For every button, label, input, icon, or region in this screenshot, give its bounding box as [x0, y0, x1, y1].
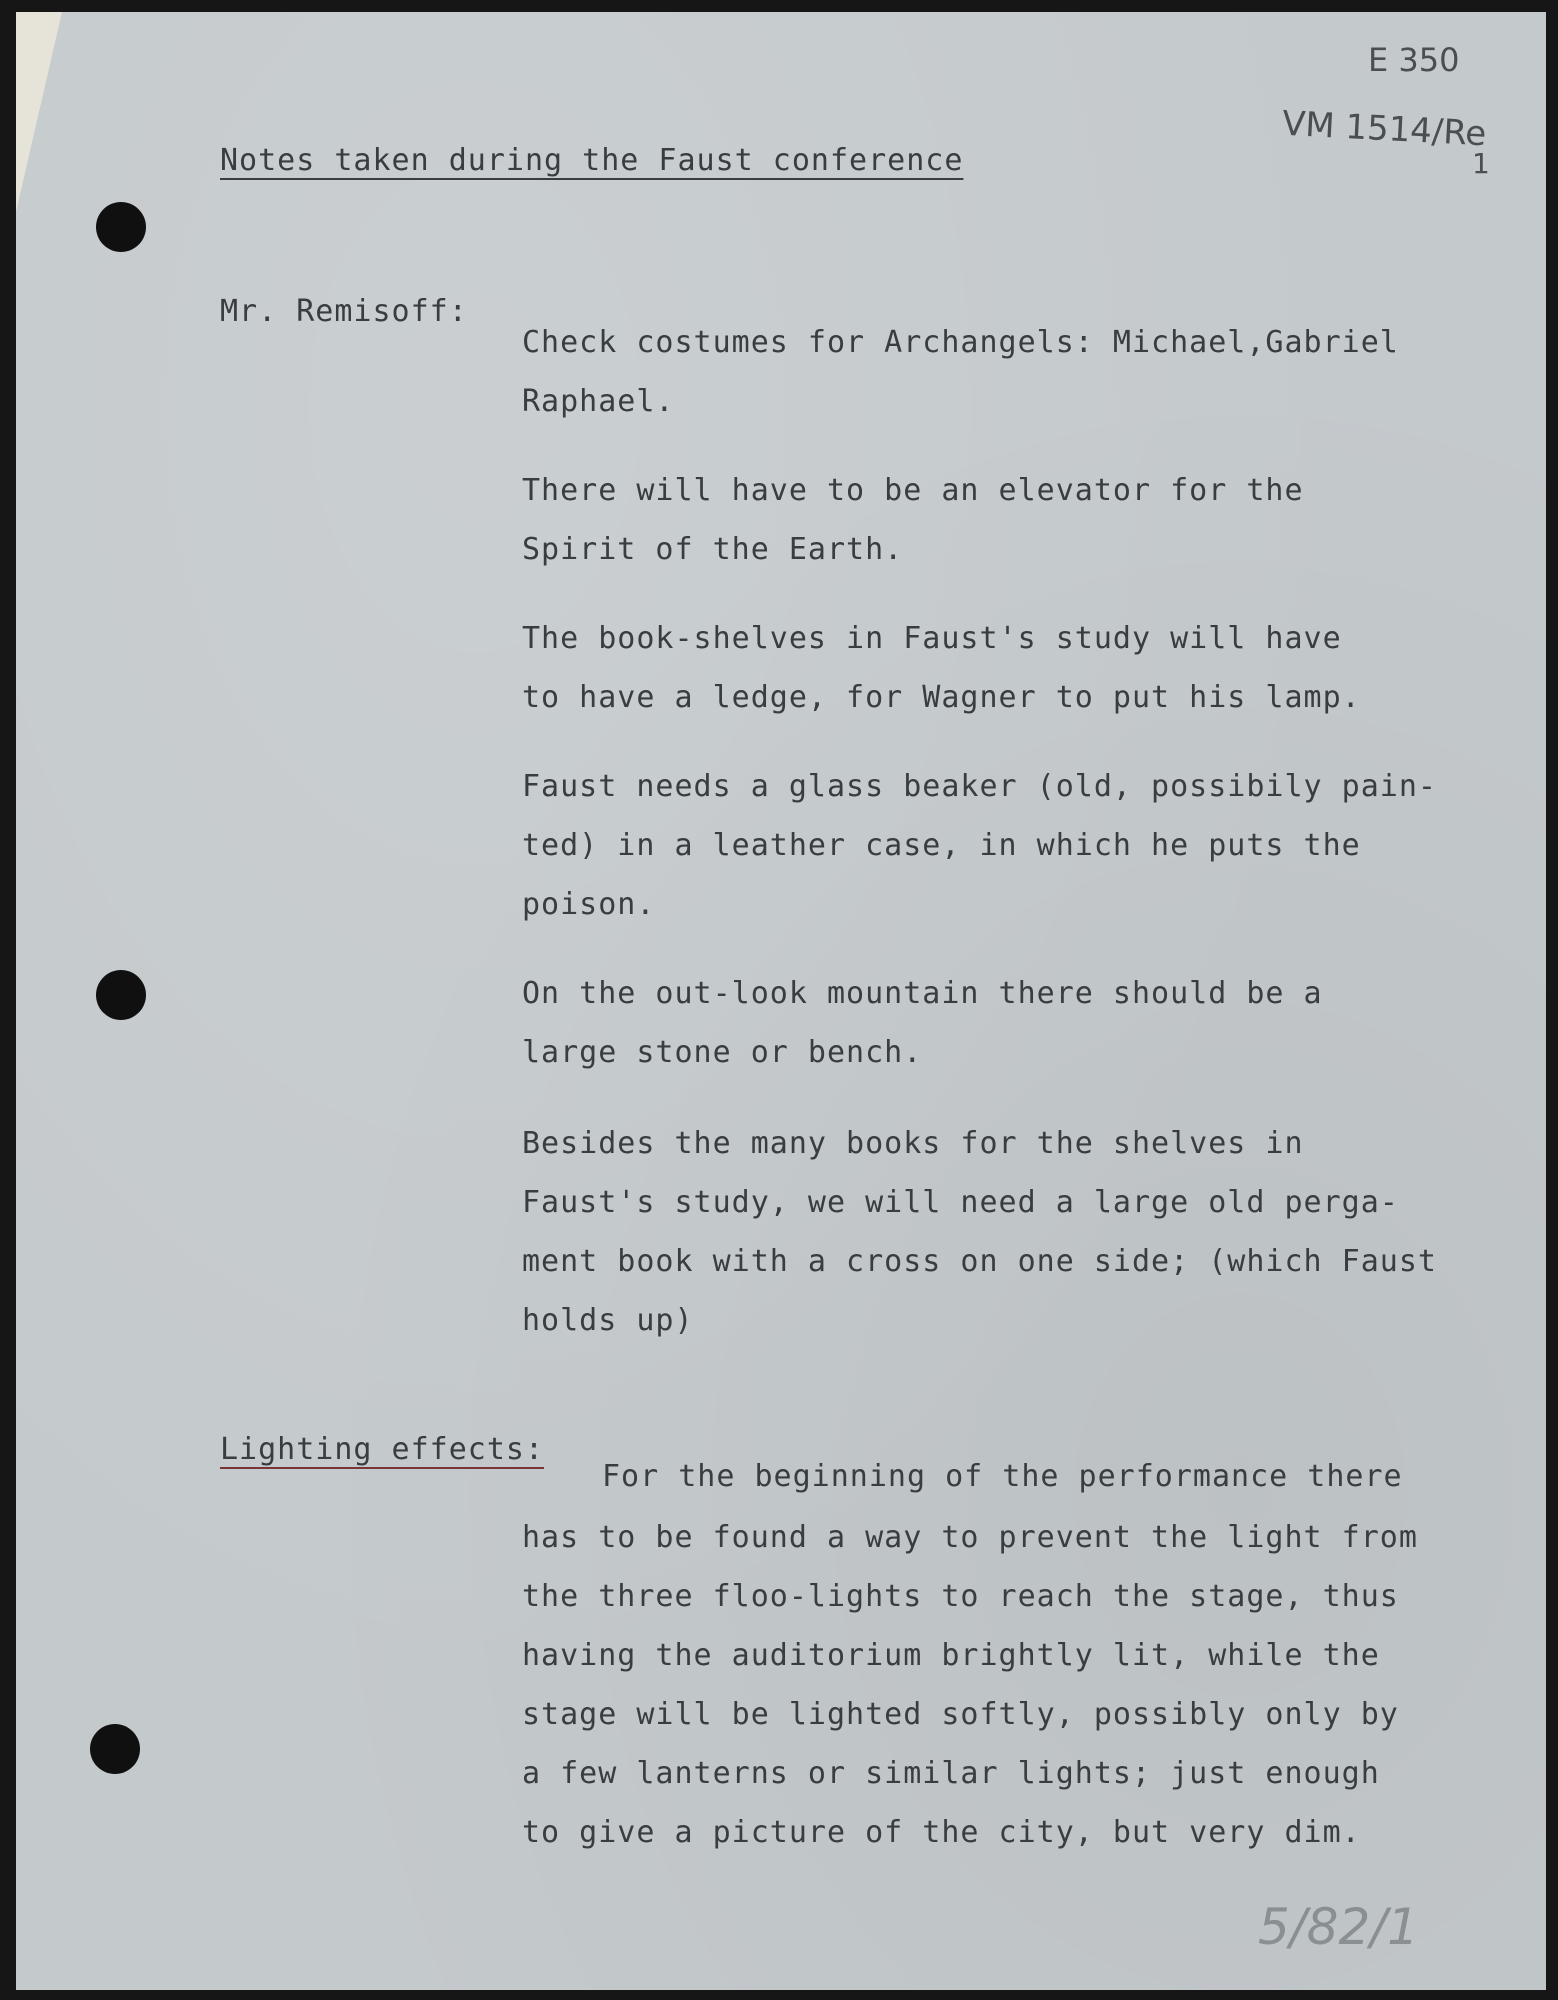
lighting-line: has to be found a way to prevent the light from [522, 1520, 1418, 1555]
document-title: Notes taken during the Faust conference [220, 143, 964, 178]
lighting-line: stage will be lighted softly, possibly only by [522, 1697, 1399, 1732]
page-curl [16, 12, 62, 212]
note-line: Raphael. [522, 384, 675, 419]
note-paragraph [522, 1114, 1437, 1350]
note-line: ted) in a leather case, in which he puts the [522, 828, 1361, 863]
note-paragraph [522, 757, 1437, 934]
punch-hole-middle [96, 970, 146, 1020]
section-label-remisoff: Mr. Remisoff: [220, 294, 468, 329]
archive-code: E 350 [1368, 41, 1460, 79]
lighting-line: the three floo-lights to reach the stage, thus [522, 1579, 1399, 1614]
note-paragraph [522, 609, 1361, 727]
note-line: holds up) [522, 1303, 694, 1338]
note-line: large stone or bench. [522, 1035, 923, 1070]
archive-reference-sub: 1 [1472, 147, 1490, 180]
note-line: The book-shelves in Faust's study will have [522, 621, 1342, 656]
folio-number: 5/82/1 [1258, 1898, 1419, 1956]
punch-hole-bottom [90, 1724, 140, 1774]
note-line: ment book with a cross on one side; (which Faust [522, 1244, 1437, 1279]
note-line: There will have to be an elevator for the [522, 473, 1304, 508]
note-line: Faust's study, we will need a large old perga- [522, 1185, 1399, 1220]
note-line: Faust needs a glass beaker (old, possibily pain- [522, 769, 1437, 804]
punch-hole-top [96, 202, 146, 252]
lighting-line: to give a picture of the city, but very dim. [522, 1815, 1361, 1850]
lighting-line: having the auditorium brightly lit, while the [522, 1638, 1380, 1673]
note-paragraph [522, 964, 1323, 1082]
lighting-line: a few lanterns or similar lights; just enough [522, 1756, 1380, 1791]
note-line: Check costumes for Archangels: Michael,Gabriel [522, 325, 1399, 360]
note-paragraph [522, 461, 1304, 579]
note-line: Spirit of the Earth. [522, 532, 904, 567]
note-line: poison. [522, 887, 656, 922]
archive-reference: VM 1514/Re [1281, 103, 1488, 155]
lighting-line-first: For the beginning of the performance there [602, 1459, 1403, 1494]
note-paragraph [522, 313, 1399, 431]
note-line: to have a ledge, for Wagner to put his lamp. [522, 680, 1361, 715]
note-line: Besides the many books for the shelves in [522, 1126, 1304, 1161]
lighting-paragraph [522, 1508, 1418, 1862]
note-line: On the out-look mountain there should be a [522, 976, 1323, 1011]
section-label-lighting: Lighting effects: [220, 1432, 545, 1467]
